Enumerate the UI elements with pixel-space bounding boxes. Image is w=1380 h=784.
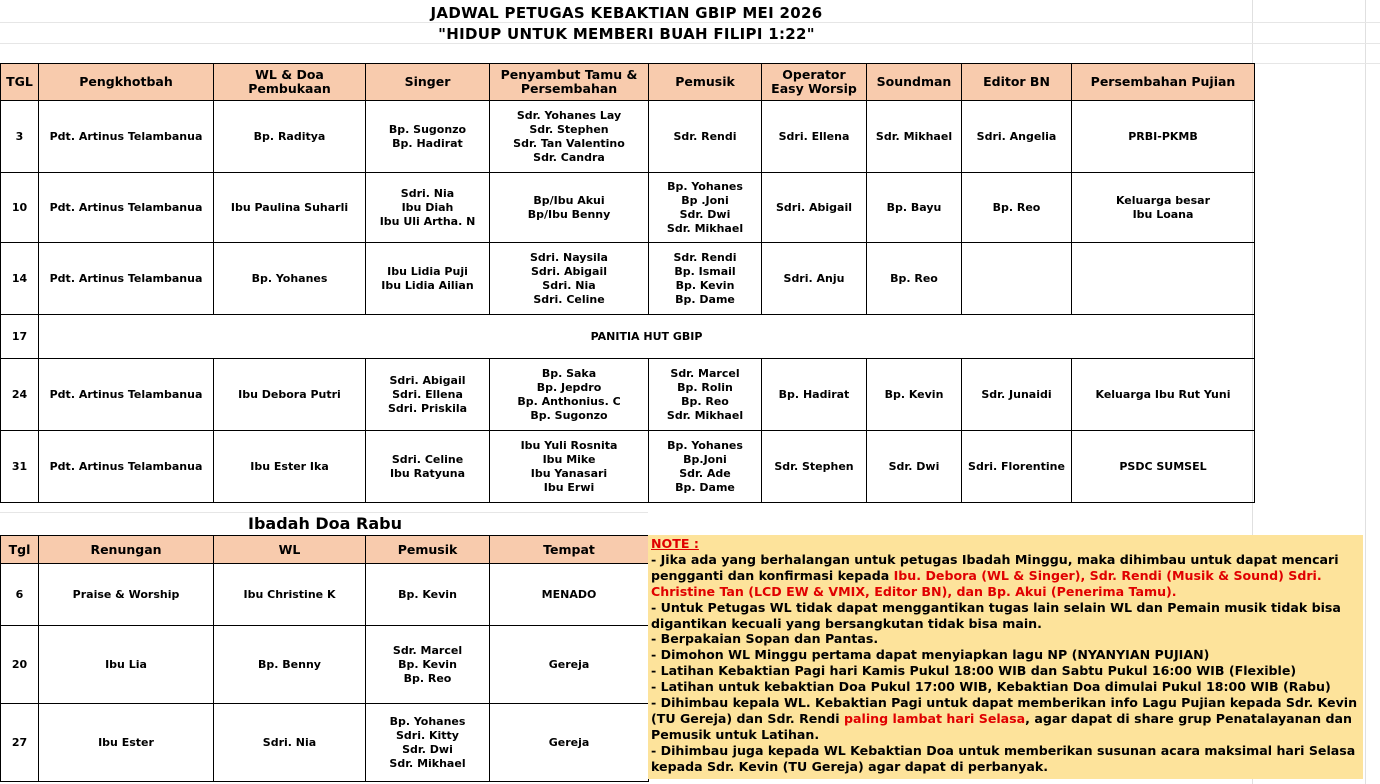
cell-singer: Sdri. Nia Ibu Diah Ibu Uli Artha. N <box>366 173 490 243</box>
cell-pujian: Keluarga besar Ibu Loana <box>1072 173 1255 243</box>
cell-operator: Sdri. Ellena <box>762 101 867 173</box>
cell-operator: Sdr. Stephen <box>762 431 867 503</box>
rabu-cell-renungan: Ibu Ester <box>39 704 214 782</box>
cell-pengkhotbah: Pdt. Artinus Telambanua <box>39 173 214 243</box>
header-editor: Editor BN <box>962 64 1072 101</box>
cell-soundman: Bp. Reo <box>867 243 962 315</box>
cell-pujian: PRBI-PKMB <box>1072 101 1255 173</box>
cell-operator: Sdri. Anju <box>762 243 867 315</box>
note-item: - Dimohon WL Minggu pertama dapat menyiapkan lagu NP (NYANYIAN PUJIAN) <box>651 647 1210 663</box>
rabu-cell-pemusik: Bp. Kevin <box>366 564 490 626</box>
note-item: - Latihan untuk kebaktian Doa Pukul 17:00 WIB, Kebaktian Doa dimulai Pukul 18:00 WIB (Rabu) <box>651 679 1331 695</box>
grid-line <box>0 512 648 513</box>
note-text: - Dihimbau kepala WL. Kebaktian Pagi untuk dapat memberikan info Lagu Pujian kepada Sdr. Kevin (TU Gereja) dan Sdr. Rendi <box>651 695 1358 726</box>
header-pemusik: Pemusik <box>649 64 762 101</box>
cell-pengkhotbah: Pdt. Artinus Telambanua <box>39 101 214 173</box>
cell-penyambut: Sdr. Yohanes Lay Sdr. Stephen Sdr. Tan Valentino Sdr. Candra <box>490 101 649 173</box>
header-penyambut: Penyambut Tamu & Persembahan <box>490 64 649 101</box>
cell-soundman: Bp. Bayu <box>867 173 962 243</box>
note-item: - Untuk Petugas WL tidak dapat menggantikan tugas lain selain WL dan Pemain musik tidak bisa digantikan kecuali yang bersangkutan tidak bisa main. <box>651 599 1341 631</box>
header-singer: Singer <box>366 64 490 101</box>
cell-pengkhotbah: Pdt. Artinus Telambanua <box>39 243 214 315</box>
cell-wl: Bp. Raditya <box>214 101 366 173</box>
table-row <box>1 626 649 704</box>
rabu-cell-wl: Bp. Benny <box>214 626 366 704</box>
special-row <box>1 315 1255 359</box>
rabu-cell-wl: Sdri. Nia <box>214 704 366 782</box>
cell-wl: Ibu Paulina Suharli <box>214 173 366 243</box>
cell-penyambut: Bp/Ibu Akui Bp/Ibu Benny <box>490 173 649 243</box>
header-tgl: TGL <box>1 64 39 101</box>
rabu-header-renungan: Renungan <box>39 536 214 564</box>
rabu-cell-renungan: Praise & Worship <box>39 564 214 626</box>
page-subtitle: "HIDUP UNTUK MEMBERI BUAH FILIPI 1:22" <box>438 25 815 43</box>
cell-singer: Sdri. Abigail Sdri. Ellena Sdri. Priskila <box>366 359 490 431</box>
cell-tgl: 31 <box>1 431 39 503</box>
header-wl: WL & Doa Pembukaan <box>214 64 366 101</box>
note-item: - Latihan Kebaktian Pagi hari Kamis Pukul 18:00 WIB dan Sabtu Pukul 16:00 WIB (Flexible) <box>651 663 1297 679</box>
header-operator: Operator Easy Worsip <box>762 64 867 101</box>
rabu-header-tempat: Tempat <box>490 536 649 564</box>
note-text: , agar dapat di share grup Penatalayanan dan Pemusik untuk Latihan. <box>651 710 1352 742</box>
note-item <box>651 695 1360 743</box>
cell-soundman: Bp. Kevin <box>867 359 962 431</box>
header-pujian: Persembahan Pujian <box>1072 64 1255 101</box>
cell-editor: Sdri. Florentine <box>962 431 1072 503</box>
cell-operator: Bp. Hadirat <box>762 359 867 431</box>
cell-singer: Bp. Sugonzo Bp. Hadirat <box>366 101 490 173</box>
table-row <box>1 431 1255 503</box>
rabu-cell-tempat: Gereja <box>490 626 649 704</box>
header-soundman: Soundman <box>867 64 962 101</box>
table-row <box>1 243 1255 315</box>
rabu-cell-tgl: 6 <box>1 564 39 626</box>
rabu-cell-tgl: 20 <box>1 626 39 704</box>
cell-pengkhotbah: Pdt. Artinus Telambanua <box>39 359 214 431</box>
cell-tgl: 14 <box>1 243 39 315</box>
cell-editor: Sdri. Angelia <box>962 101 1072 173</box>
cell-editor <box>962 243 1072 315</box>
cell-tgl: 24 <box>1 359 39 431</box>
rabu-cell-wl: Ibu Christine K <box>214 564 366 626</box>
special-row-text: PANITIA HUT GBIP <box>39 315 1255 359</box>
cell-soundman: Sdr. Mikhael <box>867 101 962 173</box>
rabu-header-pemusik: Pemusik <box>366 536 490 564</box>
rabu-table <box>0 535 649 782</box>
note-box <box>648 535 1363 779</box>
note-highlight: Ibu. Debora (WL & Singer), Sdr. Rendi (Musik & Sound) Sdri. Christine Tan (LCD EW & VMIX, Editor BN), dan Bp. Akui (Penerima Tamu). <box>651 567 1322 599</box>
cell-penyambut: Ibu Yuli Rosnita Ibu Mike Ibu Yanasari Ibu Erwi <box>490 431 649 503</box>
note-item: - Dihimbau juga kepada WL Kebaktian Doa untuk memberikan susunan acara maksimal hari Selasa kepada Sdr. Kevin (TU Gereja) agar dapat di perbanyak. <box>651 742 1356 774</box>
table-row <box>1 101 1255 173</box>
cell-penyambut: Sdri. Naysila Sdri. Abigail Sdri. Nia Sdri. Celine <box>490 243 649 315</box>
note-highlight: paling lambat hari Selasa <box>844 710 1026 726</box>
cell-tgl: 10 <box>1 173 39 243</box>
cell-wl: Bp. Yohanes <box>214 243 366 315</box>
cell-wl: Ibu Ester Ika <box>214 431 366 503</box>
grid-line <box>0 43 1380 44</box>
page-title: JADWAL PETUGAS KEBAKTIAN GBIP MEI 2026 <box>430 4 823 22</box>
note-text: - Jika ada yang berhalangan untuk petugas Ibadah Minggu, maka dihimbau untuk dapat mencari pengganti dan konfirmasi kepada <box>651 551 1339 583</box>
cell-soundman: Sdr. Dwi <box>867 431 962 503</box>
table-row <box>1 173 1255 243</box>
table-row <box>1 564 649 626</box>
rabu-cell-pemusik: Bp. Yohanes Sdri. Kitty Sdr. Dwi Sdr. Mikhael <box>366 704 490 782</box>
cell-pemusik: Bp. Yohanes Bp.Joni Sdr. Ade Bp. Dame <box>649 431 762 503</box>
cell-operator: Sdri. Abigail <box>762 173 867 243</box>
note-heading: NOTE : <box>651 536 699 551</box>
cell-pemusik: Bp. Yohanes Bp .Joni Sdr. Dwi Sdr. Mikhael <box>649 173 762 243</box>
cell-pengkhotbah: Pdt. Artinus Telambanua <box>39 431 214 503</box>
note-item <box>651 552 1360 600</box>
rabu-cell-tempat: MENADO <box>490 564 649 626</box>
cell-editor: Bp. Reo <box>962 173 1072 243</box>
cell-pemusik: Sdr. Rendi Bp. Ismail Bp. Kevin Bp. Dame <box>649 243 762 315</box>
schedule-table <box>0 63 1255 503</box>
rabu-cell-renungan: Ibu Lia <box>39 626 214 704</box>
cell-singer: Sdri. Celine Ibu Ratyuna <box>366 431 490 503</box>
rabu-header-wl: WL <box>214 536 366 564</box>
cell-pujian: PSDC SUMSEL <box>1072 431 1255 503</box>
cell-pemusik: Sdr. Marcel Bp. Rolin Bp. Reo Sdr. Mikhael <box>649 359 762 431</box>
cell-tgl: 17 <box>1 315 39 359</box>
rabu-cell-pemusik: Sdr. Marcel Bp. Kevin Bp. Reo <box>366 626 490 704</box>
table-row <box>1 359 1255 431</box>
rabu-cell-tempat: Gereja <box>490 704 649 782</box>
cell-pujian: Keluarga Ibu Rut Yuni <box>1072 359 1255 431</box>
header-pengkhotbah: Pengkhotbah <box>39 64 214 101</box>
rabu-header-row <box>1 536 649 564</box>
cell-singer: Ibu Lidia Puji Ibu Lidia Ailian <box>366 243 490 315</box>
cell-editor: Sdr. Junaidi <box>962 359 1072 431</box>
note-item: - Berpakaian Sopan dan Pantas. <box>651 631 879 647</box>
cell-pemusik: Sdr. Rendi <box>649 101 762 173</box>
rabu-cell-tgl: 27 <box>1 704 39 782</box>
table-row <box>1 704 649 782</box>
rabu-header-tgl: Tgl <box>1 536 39 564</box>
grid-line <box>0 22 1380 23</box>
cell-wl: Ibu Debora Putri <box>214 359 366 431</box>
cell-tgl: 3 <box>1 101 39 173</box>
cell-penyambut: Bp. Saka Bp. Jepdro Bp. Anthonius. C Bp. Sugonzo <box>490 359 649 431</box>
cell-pujian <box>1072 243 1255 315</box>
schedule-header-row <box>1 64 1255 101</box>
rabu-title: Ibadah Doa Rabu <box>247 514 402 533</box>
